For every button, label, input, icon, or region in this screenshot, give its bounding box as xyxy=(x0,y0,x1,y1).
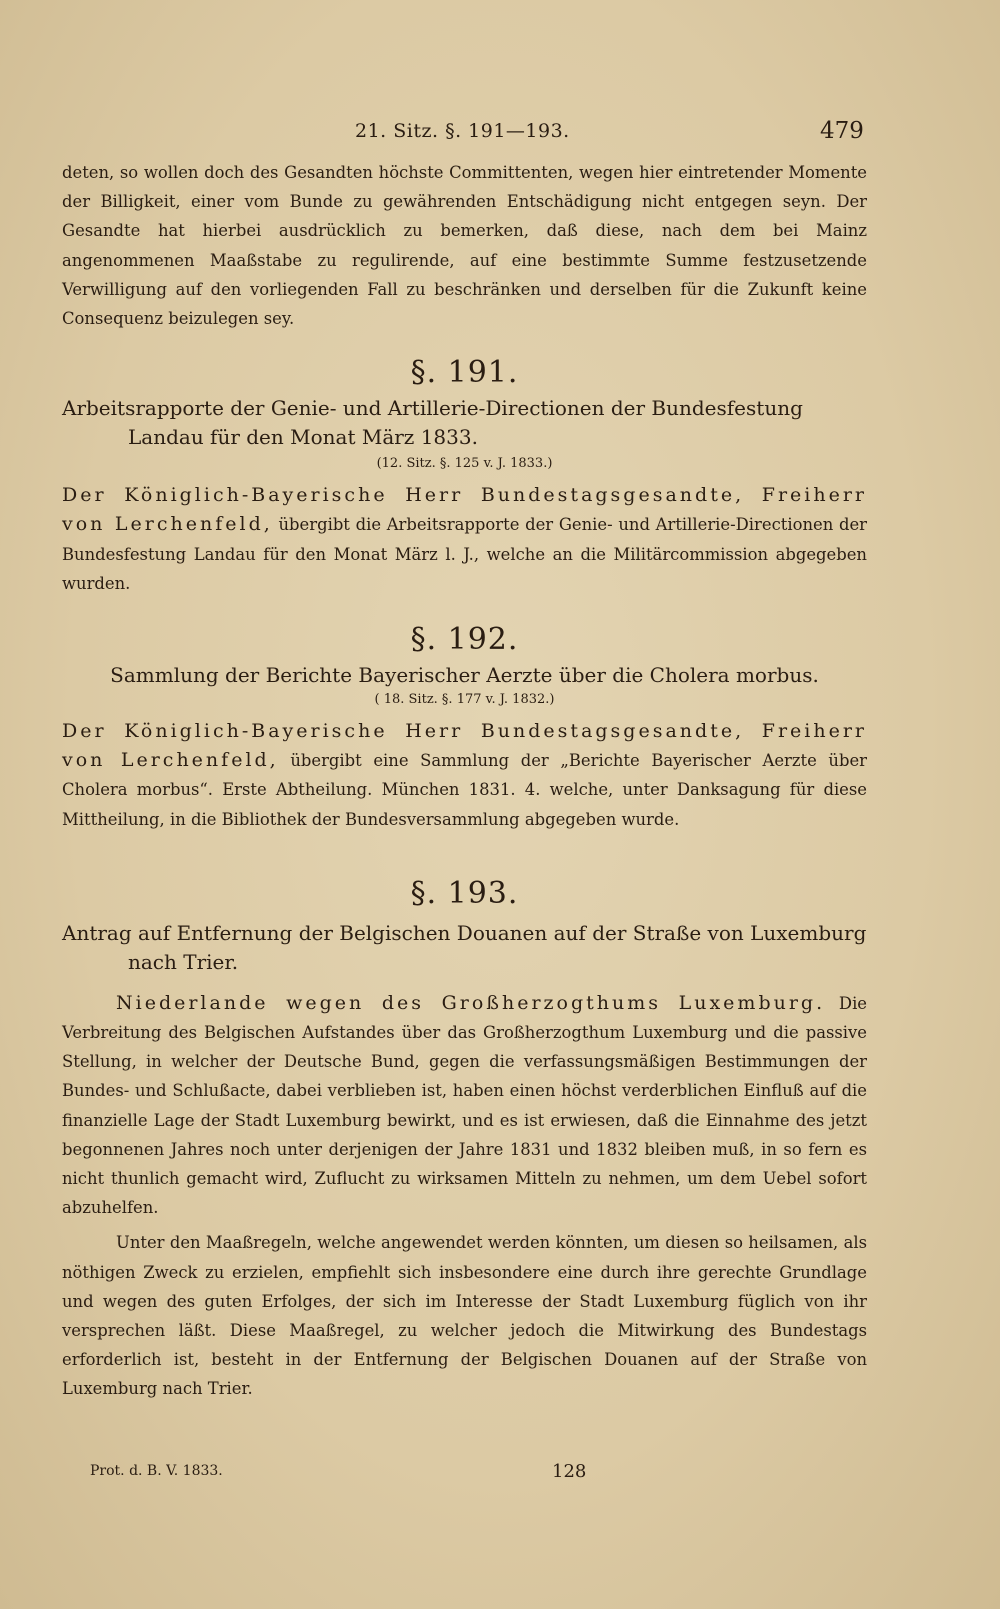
section-191 xyxy=(62,355,867,598)
section-reference: ( 18. Sitz. §. 177 v. J. 1832.) xyxy=(374,692,555,708)
section-text: übergibt eine Sammlung der „Berichte Bayerischer Aerzte über Cholera morbus“. Erste Abtheilung. München 1831. 4. welche, unter Danksagung für diese Mittheilung, in die Bibliothek der Bundesversammlung abgegeben wurde. xyxy=(62,751,867,829)
section-paragraph xyxy=(62,717,867,834)
section-reference: (12. Sitz. §. 125 v. J. 1833.) xyxy=(376,456,553,472)
section-192 xyxy=(62,622,867,834)
section-lead: Niederlande wegen des Großherzogthums Luxemburg. xyxy=(116,991,826,1014)
section-paragraph xyxy=(62,989,867,1223)
page-content xyxy=(62,158,867,1404)
intro-paragraph: deten, so wollen doch des Gesandten höchste Committenten, wegen hier eintretender Momente der Billigkeit, einer vom Bunde zu gewährenden Entschädigung nicht entgegen seyn. Der Gesandte hat hierbei ausdrücklich zu bemerken, daß diese, nach dem bei Mainz angenommenen Maaßstabe zu regulirende, auf eine bestimmte Summe festzusetzende Verwilligung auf den vorliegenden Fall zu beschränken und derselben für die Zukunft keine Consequenz beizulegen sey. xyxy=(62,163,867,329)
footer-protocol: Prot. d. B. V. 1833. xyxy=(90,1463,223,1479)
section-title: Arbeitsrapporte der Genie- und Artillerie-Directionen der Bundesfestung Landau für den Monat März 1833. xyxy=(62,396,803,450)
running-head xyxy=(0,120,1000,150)
section-title: Antrag auf Entfernung der Belgischen Douanen auf der Straße von Luxemburg nach Trier. xyxy=(62,920,867,974)
section-lead: Der Königlich-Bayerische Herr Bundestagsgesandte, Freiherr von Lerchenfeld, xyxy=(62,720,867,772)
section-text: Die Verbreitung des Belgischen Aufstandes über das Großherzogthum Luxemburg und die passive Stellung, in welcher der Deutsche Bund, gegen die verfassungsmäßigen Bestimmungen der Bundes- und Schlußacte, dabei verblieben ist, haben einen höchst verderblichen Einfluß auf die finanzielle Lage der Stadt Luxemburg bewirkt, und es ist erwiesen, daß die Einnahme des jetzt begonnenen Jahres noch unter derjenigen der Jahre 1831 und 1832 bleiben muß, in so fern es nicht thunlich gemacht wird, Zuflucht zu wirksamen Mitteln zu nehmen, um dem Uebel sofort abzuhelfen. xyxy=(62,993,868,1218)
signature-mark: 128 xyxy=(552,1461,587,1482)
section-paragraph xyxy=(62,481,867,598)
section-number: §. 191. xyxy=(410,355,519,391)
section-paragraph-2: Unter den Maaßregeln, welche angewendet werden könnten, um diesen so heilsamen, als nöthigen Zweck zu erzielen, empfiehlt sich insbesondere eine durch ihre gerechte Grundlage und wegen des guten Erfolges, der sich im Interesse der Stadt Luxemburg füglich von ihr versprechen läßt. Diese Maaßregel, zu welcher jedoch die Mitwirkung des Bundestags erforderlich ist, besteht in der Entfernung der Belgischen Douanen auf der Straße von Luxemburg nach Trier. xyxy=(62,1233,867,1399)
page-number: 479 xyxy=(820,118,864,144)
section-193 xyxy=(62,876,867,1404)
page-footer xyxy=(0,1461,1000,1485)
section-number: §. 192. xyxy=(410,622,519,658)
section-text: übergibt die Arbeitsrapporte der Genie- und Artillerie-Directionen der Bundesfestung Landau für den Monat März l. J., welche an die Militärcommission abgegeben wurden. xyxy=(62,515,867,593)
section-title: Sammlung der Berichte Bayerischer Aerzte über die Cholera morbus. xyxy=(110,663,819,688)
section-number: §. 193. xyxy=(410,875,519,911)
section-lead: Der Königlich-Bayerische Herr Bundestagsgesandte, Freiherr von Lerchenfeld, xyxy=(62,484,867,536)
running-title: 21. Sitz. §. 191—193. xyxy=(355,120,570,142)
